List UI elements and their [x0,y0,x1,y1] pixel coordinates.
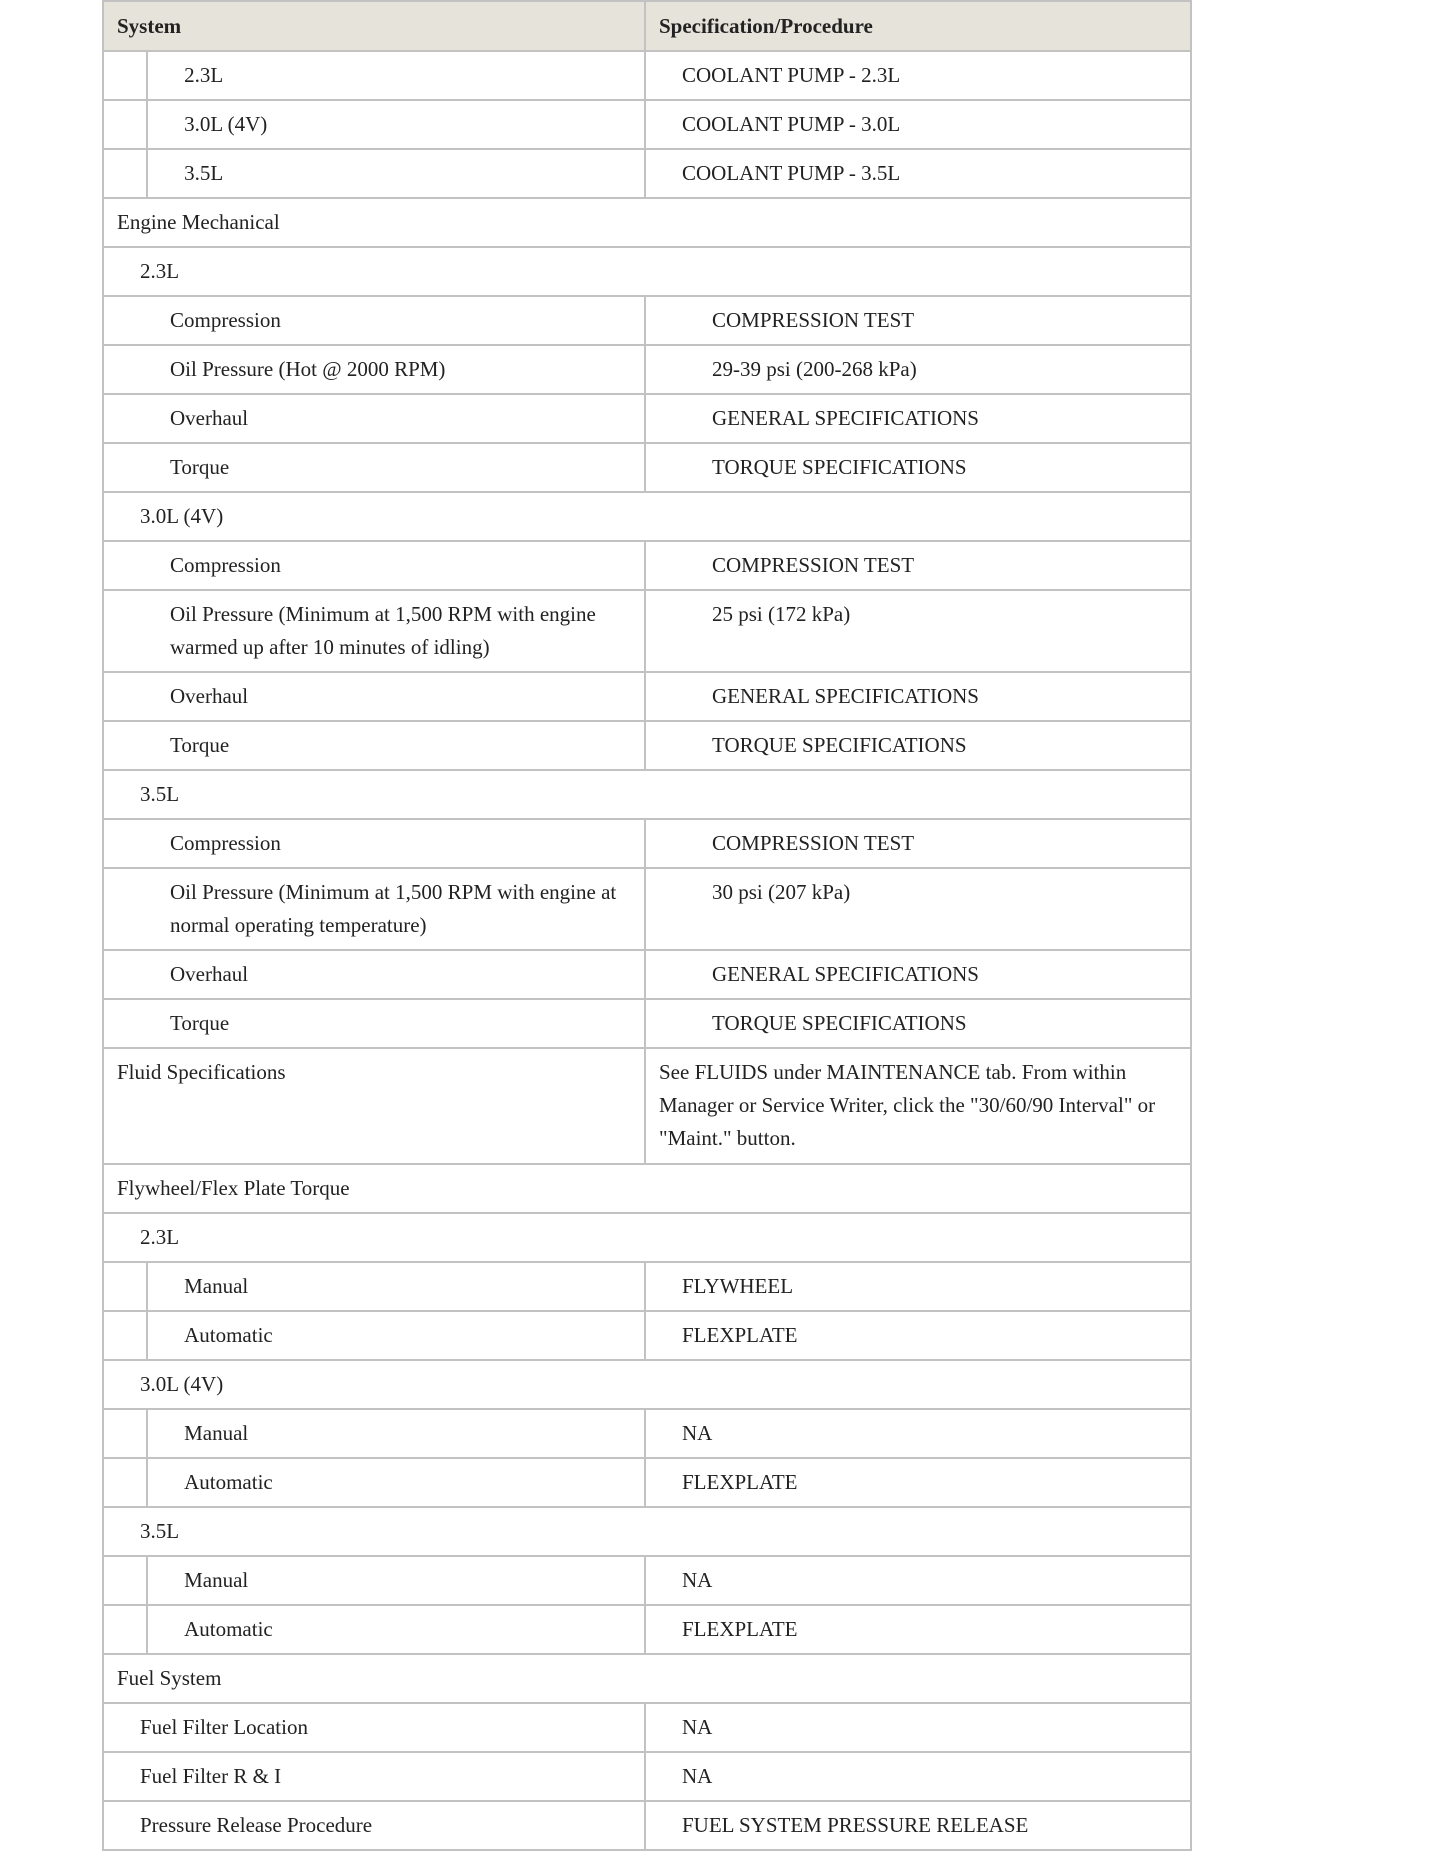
subsection-heading: 2.3L [103,247,1191,296]
system-cell: Fluid Specifications [103,1048,645,1164]
spec-cell: FLEXPLATE [645,1311,1191,1360]
table-row [103,1703,1191,1752]
spec-cell: FLEXPLATE [645,1605,1191,1654]
stub-cell [103,1409,147,1458]
table-row [103,1801,1191,1850]
system-cell: Automatic [147,1311,645,1360]
system-cell: Automatic [147,1458,645,1507]
system-cell: Compression [103,541,645,590]
system-cell: 2.3L [147,51,645,100]
system-cell: Manual [147,1556,645,1605]
subsection-heading: 3.5L [103,1507,1191,1556]
table-row [103,1556,1191,1605]
system-cell: 3.5L [147,149,645,198]
stub-cell [103,1556,147,1605]
stub-cell [103,51,147,100]
system-cell: Compression [103,296,645,345]
system-cell: Manual [147,1262,645,1311]
subsection-heading: 3.0L (4V) [103,1360,1191,1409]
spec-cell: NA [645,1409,1191,1458]
spec-cell: COOLANT PUMP - 2.3L [645,51,1191,100]
system-cell: Oil Pressure (Hot @ 2000 RPM) [103,345,645,394]
table-row [103,1409,1191,1458]
section-row [103,1164,1191,1213]
system-cell: Torque [103,443,645,492]
header-specification: Specification/Procedure [645,1,1191,51]
section-row [103,1654,1191,1703]
system-cell: Fuel Filter Location [103,1703,645,1752]
table-row [103,590,1191,672]
spec-cell: COOLANT PUMP - 3.0L [645,100,1191,149]
spec-cell: COMPRESSION TEST [645,296,1191,345]
spec-cell: TORQUE SPECIFICATIONS [645,999,1191,1048]
table-row [103,1048,1191,1164]
spec-cell: FUEL SYSTEM PRESSURE RELEASE [645,1801,1191,1850]
table-row [103,100,1191,149]
system-cell: Fuel Filter R & I [103,1752,645,1801]
spec-cell: GENERAL SPECIFICATIONS [645,394,1191,443]
section-heading-fuel-system: Fuel System [103,1654,1191,1703]
section-heading-engine-mechanical: Engine Mechanical [103,198,1191,247]
stub-cell [103,1605,147,1654]
system-cell: Torque [103,721,645,770]
subsection-row [103,1360,1191,1409]
system-cell: Oil Pressure (Minimum at 1,500 RPM with engine warmed up after 10 minutes of idling) [103,590,645,672]
system-cell: Overhaul [103,672,645,721]
table-row [103,1311,1191,1360]
spec-cell: GENERAL SPECIFICATIONS [645,672,1191,721]
table-row [103,1605,1191,1654]
table-row [103,1752,1191,1801]
system-cell: Compression [103,819,645,868]
spec-cell: TORQUE SPECIFICATIONS [645,443,1191,492]
spec-cell: See FLUIDS under MAINTENANCE tab. From within Manager or Service Writer, click the "30/60/90 Interval" or "Maint." button. [645,1048,1191,1164]
spec-cell: COOLANT PUMP - 3.5L [645,149,1191,198]
table-header-row [103,1,1191,51]
table-row [103,1262,1191,1311]
table-row [103,999,1191,1048]
table-row [103,394,1191,443]
table-row [103,296,1191,345]
table-row [103,950,1191,999]
spec-cell: NA [645,1703,1191,1752]
spec-cell: FLYWHEEL [645,1262,1191,1311]
spec-cell: NA [645,1556,1191,1605]
subsection-heading: 2.3L [103,1213,1191,1262]
table-row [103,721,1191,770]
subsection-row [103,1213,1191,1262]
system-cell: Manual [147,1409,645,1458]
section-row [103,198,1191,247]
stub-cell [103,1262,147,1311]
subsection-heading: 3.0L (4V) [103,492,1191,541]
table-row [103,819,1191,868]
spec-cell: COMPRESSION TEST [645,819,1191,868]
table-row [103,672,1191,721]
stub-cell [103,1458,147,1507]
system-cell: Automatic [147,1605,645,1654]
system-cell: 3.0L (4V) [147,100,645,149]
table-row [103,51,1191,100]
spec-cell: NA [645,1752,1191,1801]
section-heading-flywheel: Flywheel/Flex Plate Torque [103,1164,1191,1213]
subsection-row [103,1507,1191,1556]
spec-cell: 29-39 psi (200-268 kPa) [645,345,1191,394]
subsection-row [103,492,1191,541]
spec-cell: GENERAL SPECIFICATIONS [645,950,1191,999]
subsection-row [103,247,1191,296]
table-row [103,868,1191,950]
table-row [103,541,1191,590]
header-system: System [103,1,645,51]
table-row [103,345,1191,394]
subsection-heading: 3.5L [103,770,1191,819]
system-cell: Pressure Release Procedure [103,1801,645,1850]
system-cell: Overhaul [103,394,645,443]
spec-cell: 25 psi (172 kPa) [645,590,1191,672]
system-cell: Overhaul [103,950,645,999]
spec-cell: 30 psi (207 kPa) [645,868,1191,950]
stub-cell [103,1311,147,1360]
spec-cell: FLEXPLATE [645,1458,1191,1507]
specification-table [102,0,1192,1851]
stub-cell [103,100,147,149]
system-cell: Oil Pressure (Minimum at 1,500 RPM with engine at normal operating temperature) [103,868,645,950]
spec-cell: TORQUE SPECIFICATIONS [645,721,1191,770]
spec-cell: COMPRESSION TEST [645,541,1191,590]
table-row [103,149,1191,198]
stub-cell [103,149,147,198]
system-cell: Torque [103,999,645,1048]
table-row [103,443,1191,492]
subsection-row [103,770,1191,819]
table-row [103,1458,1191,1507]
